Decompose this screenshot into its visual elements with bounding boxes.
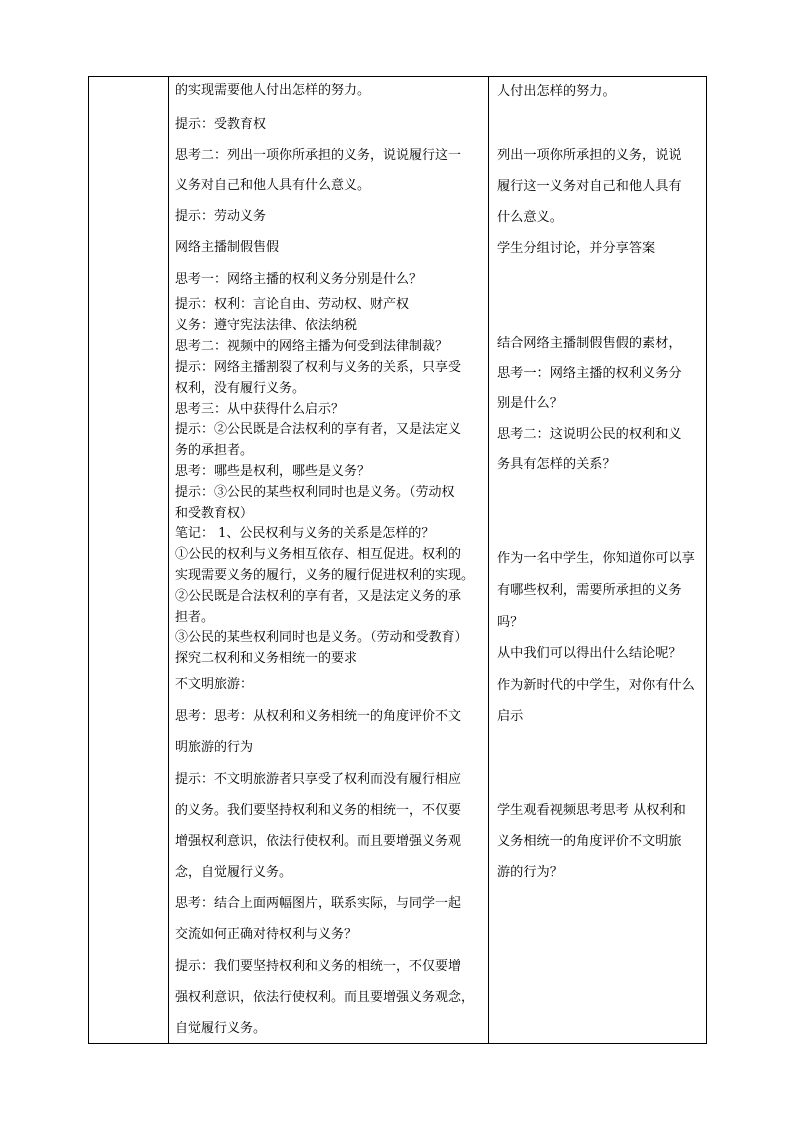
text-line: 网络主播制假售假 (175, 240, 280, 255)
text-line: 学生观看视频思考思考 从权利和 (497, 803, 686, 818)
text-line: 增强权利意识，依法行使权利。而且要增强义务观 (175, 834, 462, 849)
text-line: 和受教育权） (175, 506, 254, 521)
text-line: 作为新时代的中学生，对你有什么 (497, 678, 695, 693)
text-line: 履行这一义务对自己和他人具有 (497, 179, 682, 194)
text-line: 作为一名中学生，你知道你可以享 (497, 551, 695, 566)
text-line: 思考：哪些是权利，哪些是义务？ (175, 464, 371, 479)
text-line: 思考：思考：从权利和义务相统一的角度评价不文 (175, 709, 462, 724)
text-line: 提示：劳动义务 (175, 209, 267, 224)
text-line: 思考三：从中获得什么启示？ (175, 402, 345, 417)
text-line: 务具有怎样的关系？ (497, 457, 616, 472)
text-line: 列出一项你所承担的义务，说说 (497, 148, 682, 163)
text-line: 实现需要义务的履行，义务的履行促进权利的实现。 (175, 568, 475, 583)
text-line: 从中我们可以得出什么结论呢？ (497, 646, 682, 661)
text-line: ②公民既是合法权利的享有者，又是法定义务的承 (175, 589, 462, 604)
text-line: 明旅游的行为 (175, 740, 254, 755)
text-line: 学生分组讨论，并分享答案 (497, 241, 656, 256)
text-line: 义务相统一的角度评价不文明旅 (497, 834, 682, 849)
column-divider-left (168, 77, 169, 1043)
text-line: 启示 (497, 709, 524, 724)
text-line: 的义务。我们要坚持权利和义务的相统一，不仅要 (175, 803, 462, 818)
text-line: ①公民的权利与义务相互依存、相互促进。权利的 (175, 547, 462, 562)
text-line: 担者。 (175, 610, 215, 625)
text-line: 提示：②公民既是合法权利的享有者，又是法定义 (175, 422, 462, 437)
text-line: 强权利意识，依法行使权利。而且要增强义务观念， (175, 990, 475, 1005)
text-line: 提示：网络主播割裂了权利与义务的关系，只享受 (175, 360, 462, 375)
text-line: 提示：受教育权 (175, 117, 267, 132)
text-line: 交流如何正确对待权利与义务？ (175, 927, 358, 942)
text-line: 思考一：网络主播的权利义务分别是什么？ (175, 272, 423, 287)
section-heading: 探究二权利和义务相统一的要求 (175, 651, 358, 666)
text-line: 吗？ (497, 615, 524, 630)
text-line: 不文明旅游： (175, 677, 254, 692)
text-line: 思考二：这说明公民的权利和义 (497, 427, 682, 442)
text-line: ③公民的某些权利同时也是义务。（劳动和受教育） (175, 630, 468, 645)
text-line: 义务：遵守宪法法律、依法纳税 (175, 318, 358, 333)
text-line: 的实现需要他人付出怎样的努力。 (175, 83, 371, 98)
text-line: 权利，没有履行义务。 (175, 381, 306, 396)
column-divider-right (488, 77, 489, 1043)
text-line: 务的承担者。 (175, 443, 254, 458)
text-line: 游的行为？ (497, 865, 563, 880)
text-line: 义务对自己和他人具有什么意义。 (175, 178, 371, 193)
note-heading: 笔记： 1、公民权利与义务的关系是怎样的？ (175, 526, 435, 541)
text-line: 什么意义。 (497, 210, 563, 225)
text-line: 提示：不文明旅游者只享受了权利而没有履行相应 (175, 772, 462, 787)
text-line: 思考二：视频中的网络主播为何受到法律制裁？ (175, 339, 449, 354)
text-line: 思考二：列出一项你所承担的义务，说说履行这一 (175, 148, 462, 163)
text-line: 自觉履行义务。 (175, 1021, 267, 1036)
text-line: 思考：结合上面两幅图片，联系实际，与同学一起 (175, 896, 462, 911)
text-line: 别是什么？ (497, 396, 563, 411)
text-line: 思考一：网络主播的权利义务分 (497, 366, 682, 381)
text-line: 提示：权利：言论自由、劳动权、财产权 (175, 297, 410, 312)
text-line: 提示：我们要坚持权利和义务的相统一，不仅要增 (175, 959, 462, 974)
text-line: 结合网络主播制假售假的素材， (497, 336, 682, 351)
text-line: 人付出怎样的努力。 (497, 84, 616, 99)
text-line: 念，自觉履行义务。 (175, 865, 293, 880)
text-line: 有哪些权利，需要所承担的义务 (497, 583, 682, 598)
text-line: 提示：③公民的某些权利同时也是义务。（劳动权 (175, 485, 455, 500)
